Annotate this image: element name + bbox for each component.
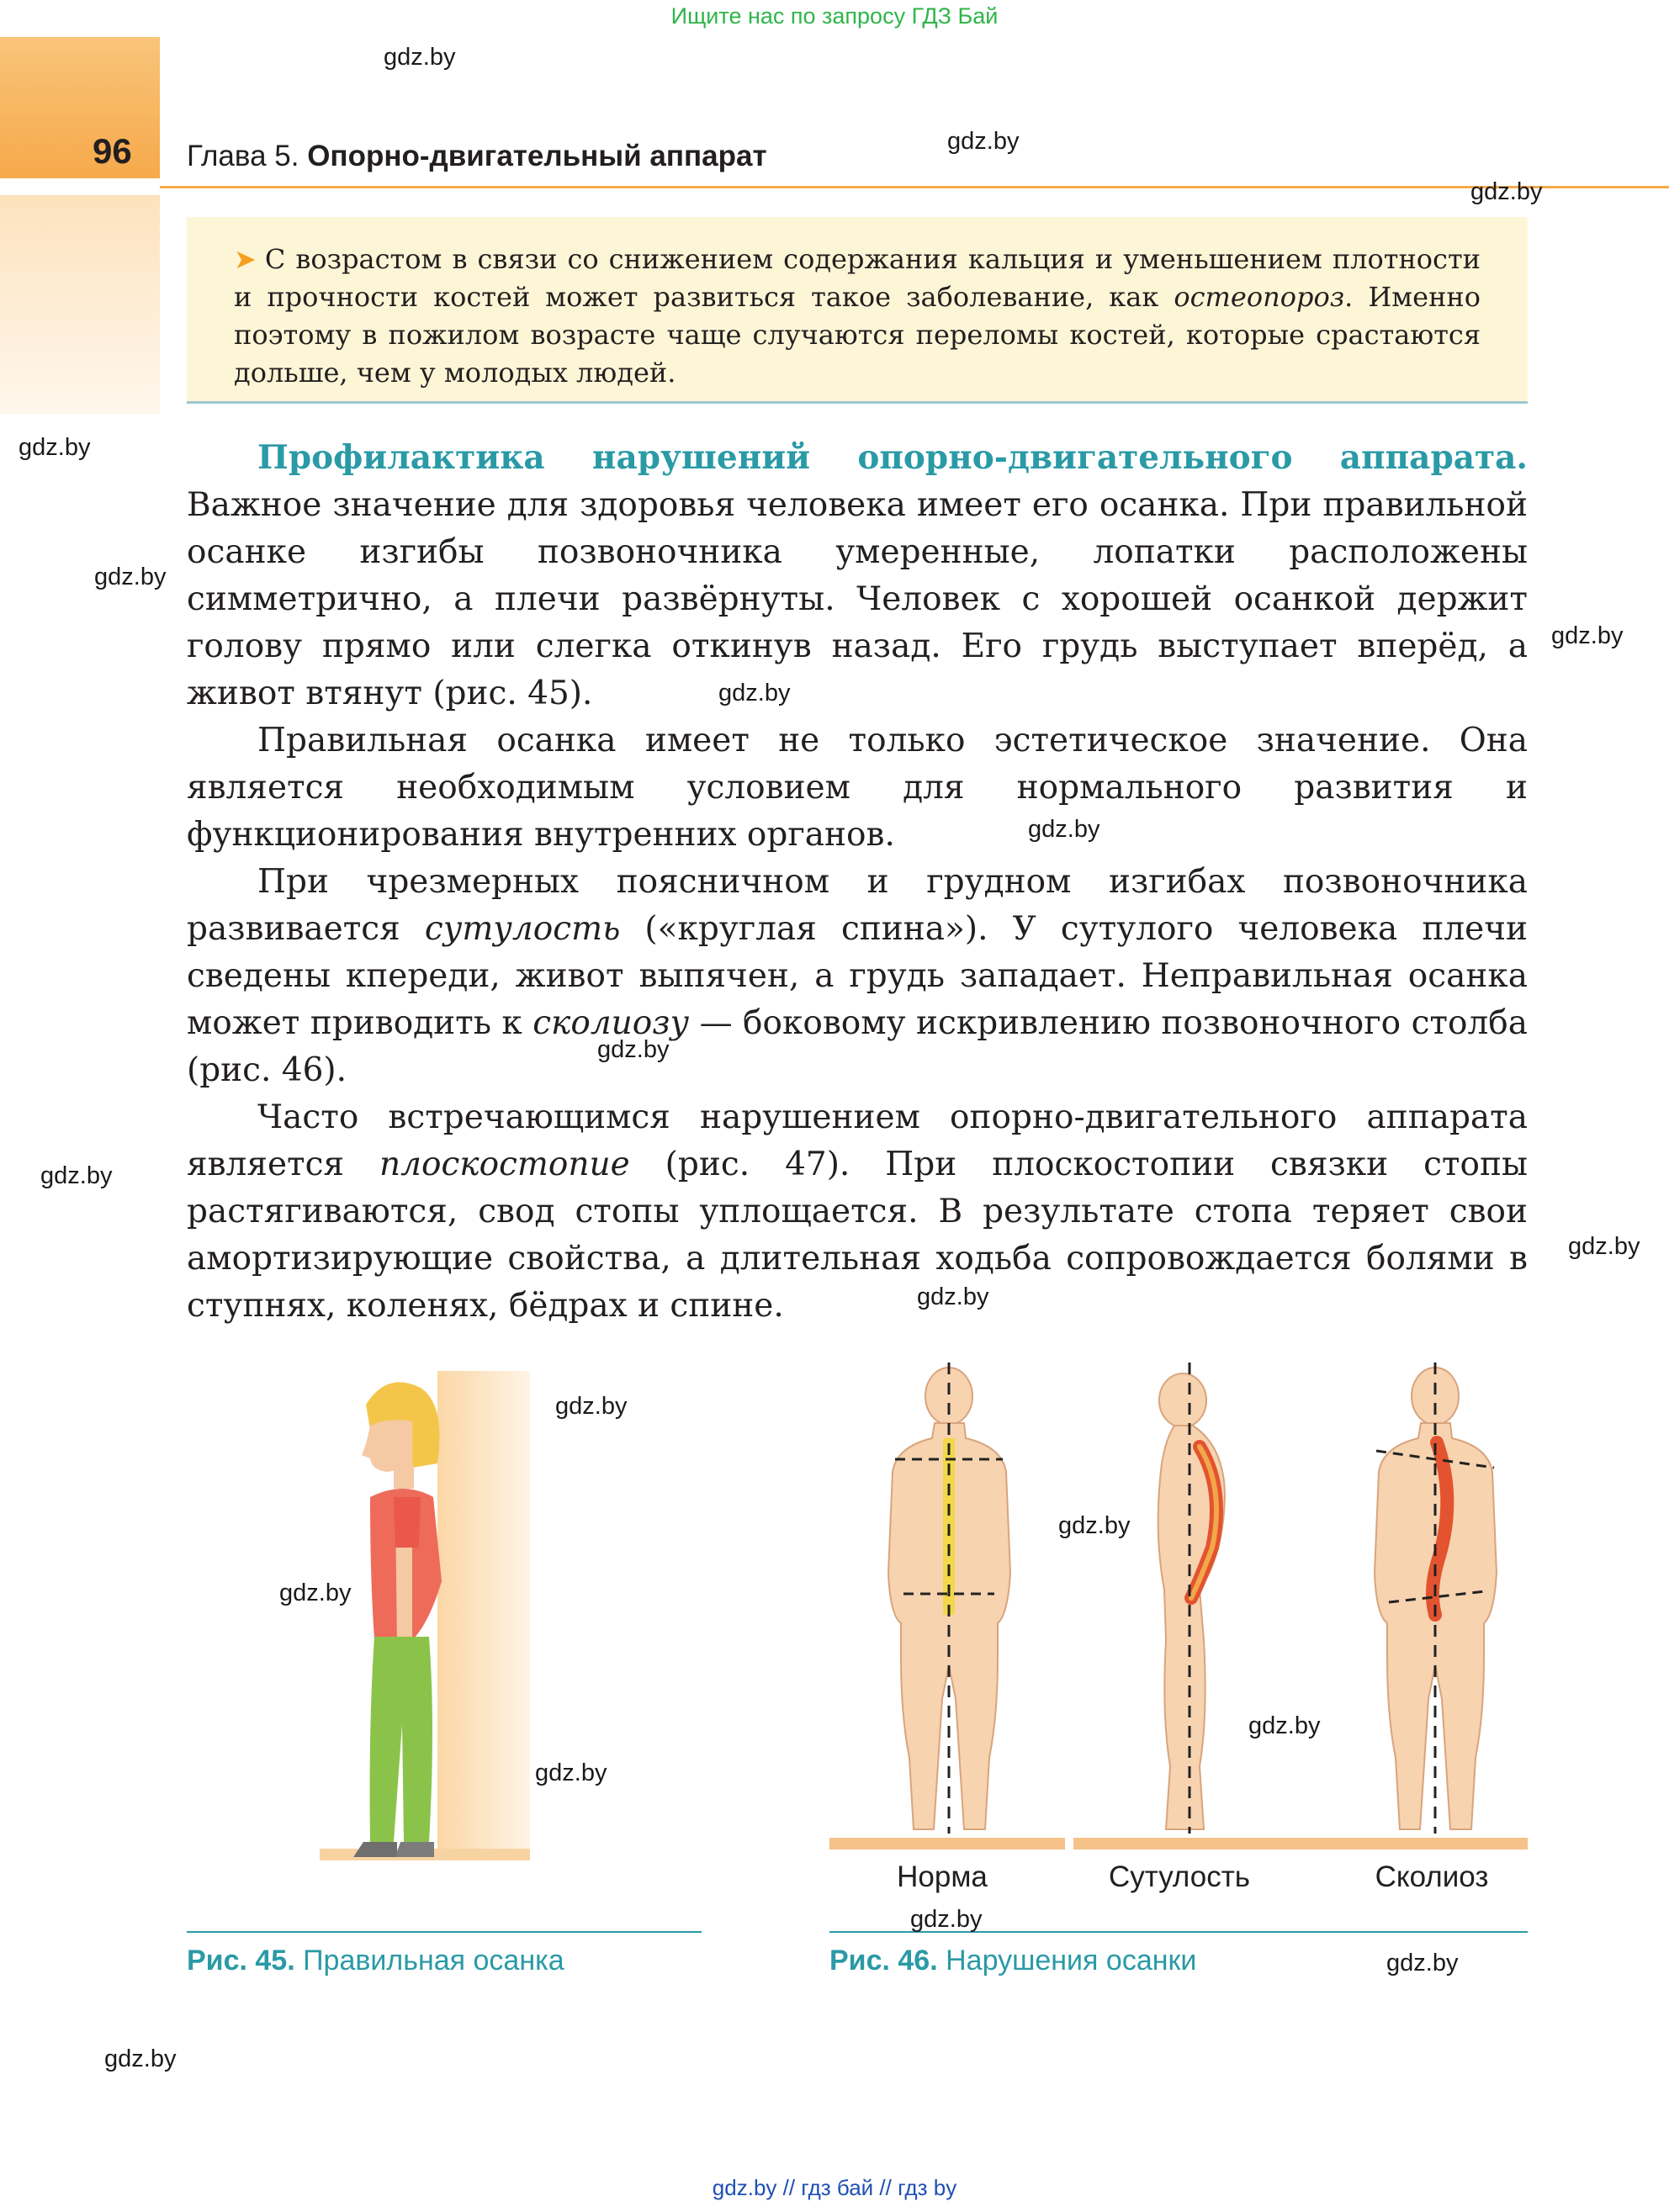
watermark: gdz.by — [1568, 1233, 1640, 1260]
watermark: gdz.by — [19, 434, 91, 461]
label-scoliosis: Сколиоз — [1375, 1860, 1489, 1893]
watermark: gdz.by — [718, 680, 791, 706]
watermark: gdz.by — [1248, 1712, 1321, 1739]
watermark: gdz.by — [279, 1580, 352, 1606]
margin-strip — [0, 195, 160, 414]
top-banner[interactable]: Ищите нас по запросу ГДЗ Бай — [670, 3, 999, 29]
arrow-icon: ➤ — [234, 243, 257, 275]
label-norma: Норма — [897, 1860, 988, 1893]
header-rule — [160, 186, 1669, 188]
main-text — [187, 434, 1528, 1330]
term-osteoporosis: остеопороз — [1174, 281, 1345, 313]
norma-figure — [888, 1363, 1010, 1834]
footer-links[interactable]: gdz.by // гдз бай // гдз by — [712, 2175, 957, 2200]
figure-46-illustration — [829, 1363, 1528, 1850]
figure-46-caption — [829, 1945, 1196, 1977]
watermark: gdz.by — [1470, 178, 1543, 205]
watermark: gdz.by — [535, 1760, 607, 1786]
page-number: 96 — [93, 131, 132, 171]
watermark: gdz.by — [910, 1906, 983, 1933]
watermark: gdz.by — [1551, 622, 1624, 649]
stoop-figure — [1158, 1363, 1225, 1834]
watermark: gdz.by — [555, 1393, 628, 1420]
watermark: gdz.by — [1386, 1950, 1459, 1977]
figure-46-number: Рис. 46. — [829, 1945, 938, 1977]
section-heading: Профилактика нарушений опорно-двигательного аппарата. — [257, 438, 1528, 477]
watermark: gdz.by — [947, 128, 1020, 155]
watermark: gdz.by — [1058, 1512, 1131, 1539]
chapter-name: Опорно-двигательный аппарат — [307, 140, 767, 172]
paragraph-3: При чрезмерных поясничном и грудном изгибах позвоночника развивается сутулость («круглая спина»). У сутулого человека плечи сведены кпереди, живот выпячен, а грудь западает. Неправильная осанка может приводить к сколиозу — боковому искривлению позвоночного столба (рис. 46). — [187, 863, 1528, 1089]
scoliosis-figure — [1375, 1363, 1497, 1834]
chapter-prefix: Глава 5. — [187, 140, 299, 172]
term-scoliosis: сколиозу — [532, 1004, 690, 1042]
paragraph-2: Правильная осанка имеет не только эстетическое значение. Она является необходимым условием для нормального развития и функционирования внутренних органов. — [187, 722, 1528, 854]
figure-45-rule — [187, 1931, 702, 1933]
label-stoop: Сутулость — [1109, 1860, 1250, 1893]
watermark: gdz.by — [40, 1162, 113, 1189]
term-stoop: сутулость — [424, 910, 621, 948]
figure-45-number: Рис. 45. — [187, 1945, 295, 1977]
term-flatfoot: плоскостопие — [379, 1146, 630, 1183]
watermark: gdz.by — [94, 564, 167, 590]
paragraph-1: Профилактика нарушений опорно-двигательного аппарата. Важное значение для здоровья человека имеет его осанка. При правильной осанке изгибы позвоночника умеренные, лопатки расположены симметрично, а плечи развёрнуты. Человек с хорошей осанкой держит голову прямо или слегка откинув назад. Его грудь выступает вперёд, а живот втянут (рис. 45). — [187, 438, 1528, 712]
figure-45-caption — [187, 1945, 564, 1977]
page-number-tab — [0, 37, 160, 178]
figure-45-illustration — [286, 1371, 690, 1876]
watermark: gdz.by — [597, 1036, 670, 1063]
watermark: gdz.by — [917, 1283, 989, 1310]
watermark: gdz.by — [104, 2045, 177, 2072]
watermark: gdz.by — [384, 44, 456, 71]
figure-46-title: Нарушения осанки — [946, 1945, 1197, 1977]
figure-45-title: Правильная осанка — [303, 1945, 564, 1977]
chapter-title — [187, 140, 767, 173]
info-note — [187, 217, 1528, 404]
watermark: gdz.by — [1028, 816, 1100, 843]
note-text: ➤ С возрастом в связи со снижением содержания кальция и уменьшением плотности и прочности костей может развиться такое заболевание, как остеопороз. Именно поэтому в пожилом возрасте чаще случаются переломы костей, которые срастаются дольше, чем у молодых людей. — [234, 243, 1481, 389]
paragraph-4: Часто встречающимся нарушением опорно-двигательного аппарата является плоскостопие (рис. 47). При плоскостопии связки стопы растягиваются, свод стопы уплощается. В результате стопа теряет свои амортизирующие свойства, а длительная ходьба сопровождается болями в ступнях, коленях, бёдрах и спине. — [187, 1098, 1529, 1325]
